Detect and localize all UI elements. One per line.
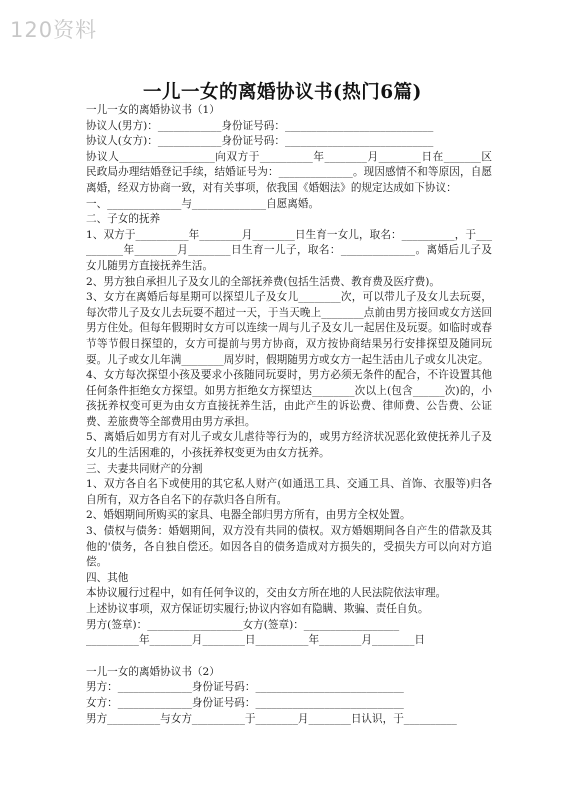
signature-line: 男方(签章)：__________________女方(签章)：__________________: [86, 618, 400, 631]
clause-dispute: 本协议履行过程中，如有任何争议的，交由女方所在地的人民法院依法审理。: [86, 587, 447, 600]
clause-furniture: 2、婚姻期间所购买的家具、电器全部归男方所有，由男方全权处置。: [86, 509, 411, 522]
clause-child-birth: 1、双方于__________年________月________日生育一女儿，取名：__________，于__________年________月________日生育一儿子，取名：______________。离婚后儿子及女儿随男方直接抚养生活。: [86, 228, 492, 272]
marriage-registration-paragraph: 协议人__________________向双方于__________年________月________日在_______区民政局办理结婚登记手续，结婚证号为：______________。现因感情不和等原因，自愿离婚，经双方协商一致，对有关事项，依我国《婚姻法》的规定达成如下协议：: [86, 150, 492, 194]
clause-debts: 3、债权与债务：婚姻期间，双方没有共同的债权。双方婚姻期间各自产生的借款及其他的'债务，各自独自偿还。如因各自的债务造成对方损失的，受损失方可以向对方追偿。: [86, 525, 492, 569]
signature-date-line: __________年________月________日__________年________月________日: [86, 634, 425, 647]
clause-visitation: 3、女方在离婚后每星期可以探望儿子及女儿________次，可以带儿子及女儿去玩耍，每次带儿子及女儿去玩耍不超过一天，于当天晚上________点前由男方接回或女方送回男方住处。但每年假期时女方可以连续一周与儿子及女儿一起居住及玩耍。如临时或春节等节假日探望的，女方可提前与男方协商，双方按协商结果另行安排探望及随同玩耍。儿子或女儿年满________周岁时，假期随男方或女方一起生活由儿子或女儿决定。: [86, 291, 492, 366]
clause-visitation-cooperation: 4、女方每次探望小孩及要求小孩随同玩耍时，男方必须无条件的配合，不许设置其他任何条件拒绝女方探望。如男方拒绝女方探望达________次以上(包含______次)的，小孩抚养权变可更为由女方直接抚养生活，由此产生的诉讼费、律师费、公告费、公证费、差旅费等全部费用由男方承担。: [86, 369, 492, 428]
document-title: 一儿一女的离婚协议书(热门6篇): [143, 82, 422, 103]
section-gap: [86, 649, 492, 665]
heading-other: 四、其他: [86, 571, 129, 584]
clause-divorce: 一、______________与______________自愿离婚。: [86, 197, 320, 210]
party-male-line-2: 男方：______________身份证号码：____________________________: [86, 681, 404, 694]
heading-child-custody: 二、子女的抚养: [86, 213, 161, 226]
acquaintance-line: 男方__________与女方__________于________月________日认识，于__________: [86, 712, 457, 725]
clause-child-support: 2、男方独自承担儿子及女儿的全部抚养费(包括生活费、教育费及医疗费)。: [86, 275, 441, 288]
clause-custody-change: 5、离婚后如男方有对儿子或女儿虐待等行为的，或男方经济状况恶化致使抚养儿子及女儿的生活困难的，小孩抚养权变更为由女方抚养。: [86, 431, 492, 460]
party-male-line: 协议人(男方)：____________身份证号码：____________________________: [86, 119, 434, 132]
party-female-line: 协议人(女方)：____________身份证号码：____________________________: [86, 135, 434, 148]
document-body: [86, 103, 492, 727]
watermark-logo: 120资料: [10, 18, 98, 42]
clause-guarantee: 上述协议事项，双方保证切实履行;协议内容如有隐瞒、欺骗、责任自负。: [86, 603, 429, 615]
section-heading-1: 一儿一女的离婚协议书（1）: [86, 104, 220, 116]
section-heading-2: 一儿一女的离婚协议书（2）: [86, 665, 220, 678]
party-female-line-2: 女方：______________身份证号码：____________________________: [86, 696, 404, 709]
clause-personal-property: 1、双方各自名下或使用的其它私人财产(如通迅工具、交通工具、首饰、衣服等)归各自所有，双方各自名下的存款归各自所有。: [86, 478, 492, 506]
heading-property-division: 三、夫妻共同财产的分割: [86, 462, 203, 475]
